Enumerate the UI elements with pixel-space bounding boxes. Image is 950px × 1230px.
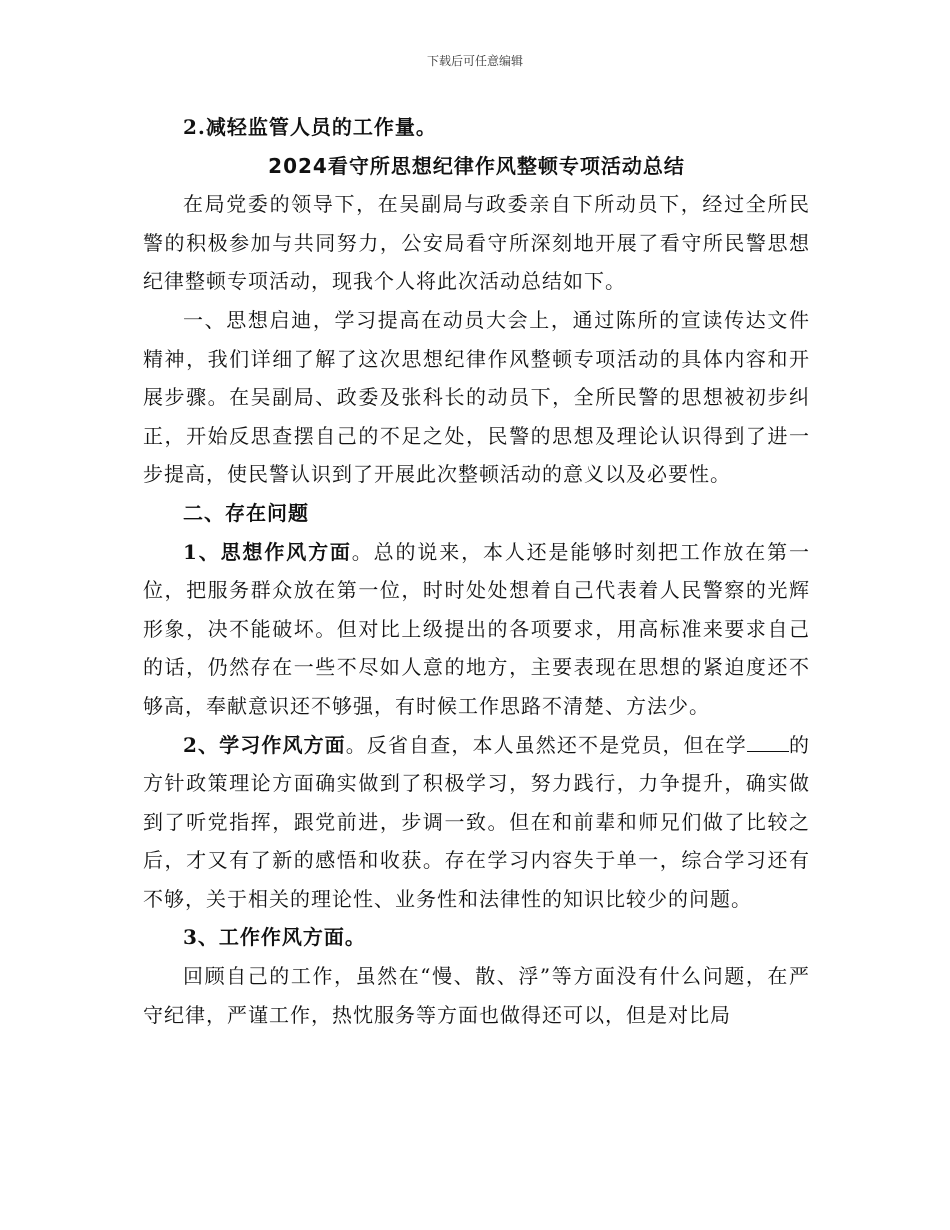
problem-2-body-a: 。反省自查，本人虽然还不是党员，但在学 [345,732,747,757]
problem-2-body-b: 的方针政策理论方面确实做到了积极学习，努力践行，力争提升，确实做到了听党指挥，跟党前进，步调一致。但在和前辈和师兄们做了比较之后，才又有了新的感悟和收获。存在学习内容失于单一，综合学习还有不够，关于相关的理论性、业务性和法律性的知识比较少的问题。 [143,732,811,911]
section-1-paragraph: 一、思想启迪，学习提高在动员大会上，通过陈所的宣读传达文件精神，我们详细了解了这次思想纪律作风整顿专项活动的具体内容和开展步骤。在吴副局、政委及张科长的动员下，全所民警的思想被初步纠正，开始反思查摆自己的不足之处，民警的思想及理论认识得到了进一步提高，使民警认识到了开展此次整顿活动的意义以及必要性。 [143,307,810,487]
document-body [143,108,810,1034]
item-2-heading: 2.减轻监管人员的工作量。 [183,115,437,139]
intro-paragraph: 在局党委的领导下，在吴副局与政委亲自下所动员下，经过全所民警的积极参加与共同努力，公安局看守所深刻地开展了看守所民警思想纪律整顿专项活动，现我个人将此次活动总结如下。 [143,192,810,294]
page-header-note: 下载后可任意编辑 [426,54,523,68]
problem-1-lead: 1、思想作风方面 [183,539,352,564]
document-title: 2024看守所思想纪律作风整顿专项活动总结 [268,153,685,178]
problem-2-paragraph [143,726,810,919]
section-2-heading: 二、存在问题 [183,500,309,525]
problem-2-lead: 2、学习作风方面 [183,732,346,757]
problem-1-body: 。总的说来，本人还是能够时刻把工作放在第一位，把服务群众放在第一位，时时处处想着自己代表着人民警察的光辉形象，决不能破坏。但对比上级提出的各项要求，用高标准来要求自己的话，仍然存在一些不尽如人意的地方，主要表现在思想的紧迫度还不够高，奉献意识还不够强，有时候工作思路不清楚、方法少。 [143,539,810,718]
problem-1-paragraph [143,533,810,726]
problem-3-paragraph: 回顾自己的工作，虽然在“慢、散、浮”等方面没有什么问题，在严守纪律，严谨工作，热忱服务等方面也做得还可以，但是对比局 [143,964,810,1027]
problem-3-heading: 3、工作作风方面。 [183,925,366,950]
blank-underline [747,733,789,752]
